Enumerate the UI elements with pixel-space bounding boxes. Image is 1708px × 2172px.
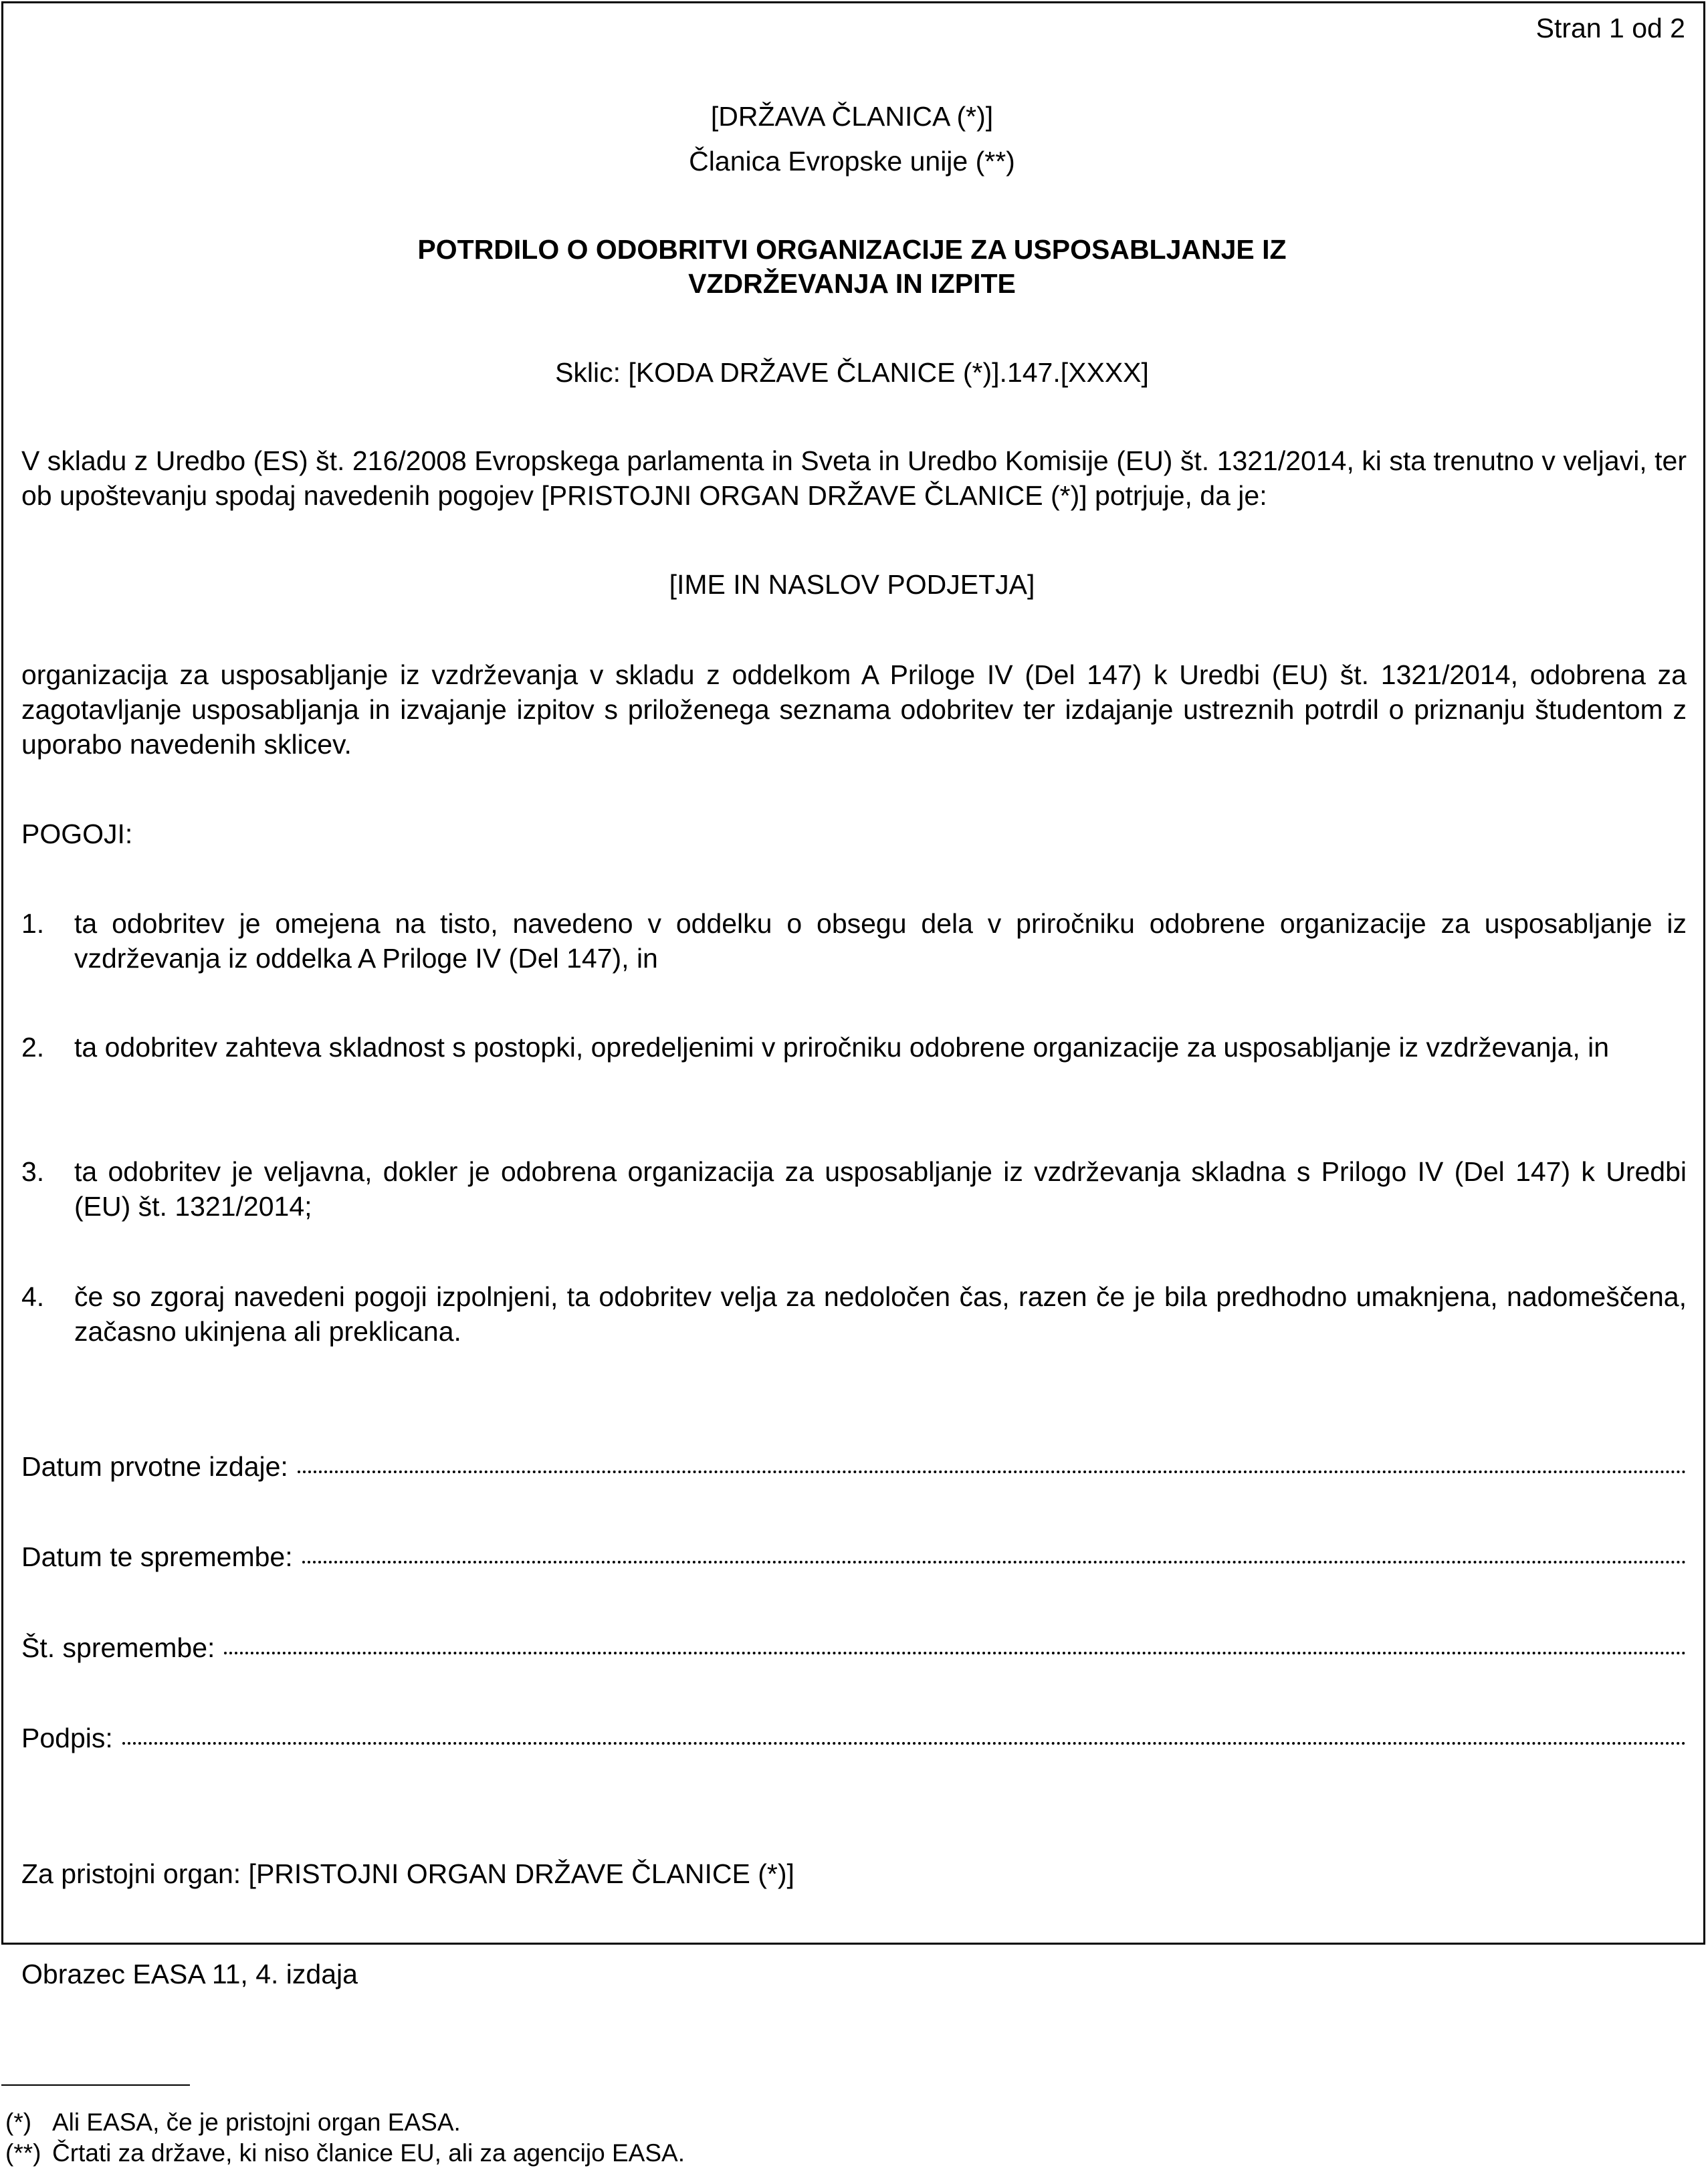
condition-item-3	[21, 1154, 1687, 1224]
change-number-field[interactable]	[21, 1630, 1687, 1665]
condition-number: 4.	[21, 1281, 45, 1312]
original-issue-date-field[interactable]	[21, 1449, 1687, 1484]
form-identifier: Obrazec EASA 11, 4. izdaja	[21, 1959, 358, 1989]
footnote-1	[5, 2107, 461, 2138]
conditions-heading: POGOJI:	[21, 819, 133, 849]
footnote-divider	[1, 2084, 190, 2086]
footnote-mark: (**)	[5, 2139, 41, 2167]
condition-text: ta odobritev je omejena na tisto, navedeno v oddelku o obsegu dela v priročniku odobrene organizacije za usposabljanje iz vzdrževanja iz oddelka A Priloge IV (Del 147), in	[74, 908, 1687, 974]
approval-paragraph: organizacija za usposabljanje iz vzdrževanja v skladu z oddelkom A Priloge IV (Del 147) k Uredbi (EU) št. 1321/2014, odobrena za zagotavljanje usposabljanja in izvajanje izpitov s priloženega seznama odobritev ter izdajanje ustreznih potrdil o priznanju študentom z uporabo navedenih sklicev.	[21, 659, 1687, 760]
condition-number: 3.	[21, 1156, 45, 1187]
original-issue-date-label: Datum prvotne izdaje:	[21, 1451, 288, 1482]
condition-number: 1.	[21, 908, 45, 939]
condition-text: ta odobritev je veljavna, dokler je odobrena organizacija za usposabljanje iz vzdrževanja skladna s Prilogo IV (Del 147) k Uredbi (EU) št. 1321/2014;	[74, 1156, 1687, 1222]
intro-paragraph: V skladu z Uredbo (ES) št. 216/2008 Evropskega parlamenta in Sveta in Uredbo Komisije (EU) št. 1321/2014, ki sta trenutno v veljavi, ter ob upoštevanju spodaj navedenih pogojev [PRISTOJNI ORGAN DRŽAVE ČLANICE (*)] potrjuje, da je:	[21, 445, 1687, 511]
condition-number: 2.	[21, 1032, 45, 1063]
footnote-text: Ali EASA, če je pristojni organ EASA.	[52, 2108, 461, 2136]
change-date-field[interactable]	[21, 1539, 1687, 1574]
eu-member-line: Članica Evropske unije (**)	[689, 146, 1015, 177]
footnote-mark: (*)	[5, 2108, 32, 2136]
change-number-label: Št. spremembe:	[21, 1632, 215, 1663]
signature-label: Podpis:	[21, 1723, 113, 1753]
member-state-line: [DRŽAVA ČLANICA (*)]	[710, 101, 994, 132]
condition-item-4	[21, 1279, 1687, 1349]
condition-text: če so zgoraj navedeni pogoji izpolnjeni, ta odobritev velja za nedoločen čas, razen če je bila predhodno umaknjena, nadomeščena, začasno ukinjena ali preklicana.	[74, 1281, 1687, 1347]
condition-item-2	[21, 1030, 1687, 1065]
signature-line[interactable]	[122, 1718, 1687, 1745]
condition-text: ta odobritev zahteva skladnost s postopki, opredeljenimi v priročniku odobrene organizacije za usposabljanje iz vzdrževanja, in	[74, 1032, 1610, 1063]
footnote-text: Črtati za države, ki niso članice EU, ali za agencijo EASA.	[52, 2139, 685, 2167]
certificate-title-line-1: POTRDILO O ODOBRITVI ORGANIZACIJE ZA USPOSABLJANJE IZ	[417, 234, 1287, 265]
company-name-address: [IME IN NASLOV PODJETJA]	[669, 569, 1035, 600]
change-date-label: Datum te spremembe:	[21, 1541, 293, 1572]
reference-number: Sklic: [KODA DRŽAVE ČLANICE (*)].147.[XXXX]	[555, 357, 1149, 388]
signature-field[interactable]	[21, 1721, 1687, 1755]
change-date-line[interactable]	[302, 1537, 1687, 1563]
certificate-title-line-2: VZDRŽEVANJA IN IZPITE	[688, 268, 1016, 299]
condition-item-1	[21, 906, 1687, 976]
page-number: Stran 1 od 2	[1535, 13, 1685, 43]
footnote-2	[5, 2138, 685, 2169]
change-number-line[interactable]	[224, 1628, 1687, 1654]
original-issue-date-line[interactable]	[298, 1446, 1687, 1473]
competent-authority-line: Za pristojni organ: [PRISTOJNI ORGAN DRŽAVE ČLANICE (*)]	[21, 1858, 794, 1889]
